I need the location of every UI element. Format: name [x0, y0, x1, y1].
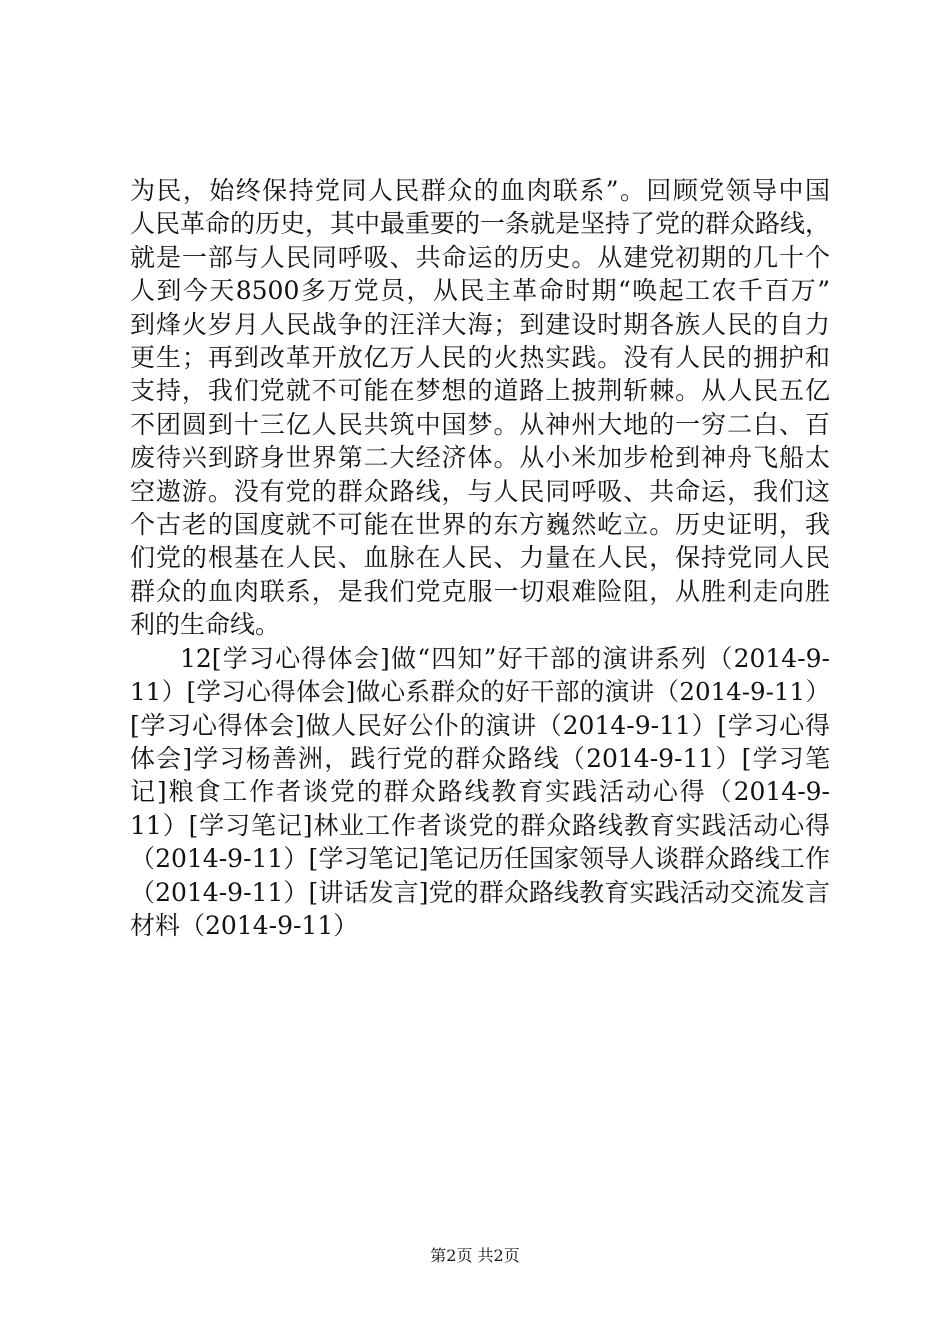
text-line: 空遨游。没有党的群众路线，与人民同呼吸、共命运，我们这 — [130, 476, 830, 506]
paragraph-related-links — [130, 642, 830, 943]
text-line: 个古老的国度就不可能在世界的东方巍然屹立。历史证明，我 — [130, 510, 830, 540]
text-line: 记]粮食工作者谈党的群众路线教育实践活动心得（2014-9- — [130, 777, 830, 807]
text-line: 体会]学习杨善洲，践行党的群众路线（2014-9-11）[学习笔 — [130, 743, 830, 773]
text-line: 11）[学习心得体会]做心系群众的好干部的演讲（2014-9-11） — [130, 677, 830, 707]
text-line: 到烽火岁月人民战争的汪洋大海；到建设时期各族人民的自力 — [130, 309, 830, 339]
text-line: 支持，我们党就不可能在梦想的道路上披荆斩棘。从人民五亿 — [130, 376, 830, 406]
body-text — [130, 174, 830, 942]
text-line: [学习心得体会]做人民好公仆的演讲（2014-9-11）[学习心得 — [130, 710, 830, 740]
text-line: 就是一部与人民同呼吸、共命运的历史。从建党初期的几十个 — [130, 242, 830, 272]
text-line: 群众的血肉联系，是我们党克服一切艰难险阻，从胜利走向胜 — [130, 576, 830, 606]
text-line: （2014-9-11）[讲话发言]党的群众路线教育实践活动交流发言 — [130, 877, 830, 907]
text-line: 更生；再到改革开放亿万人民的火热实践。没有人民的拥护和 — [130, 343, 830, 373]
text-line: 11）[学习笔记]林业工作者谈党的群众路线教育实践活动心得 — [130, 810, 830, 840]
text-line: （2014-9-11）[学习笔记]笔记历任国家领导人谈群众路线工作 — [130, 844, 830, 874]
text-line: 人民革命的历史，其中最重要的一条就是坚持了党的群众路线， — [130, 209, 831, 239]
text-line: 废待兴到跻身世界第二大经济体。从小米加步枪到神舟飞船太 — [130, 443, 830, 473]
text-line: 12[学习心得体会]做“四知”好干部的演讲系列（2014-9- — [180, 643, 830, 673]
text-line: 们党的根基在人民、血脉在人民、力量在人民，保持党同人民 — [130, 543, 830, 573]
text-line: 不团圆到十三亿人民共筑中国梦。从神州大地的一穷二白、百 — [130, 409, 830, 439]
text-line: 材料（2014-9-11） — [130, 910, 359, 940]
text-line: 为民，始终保持党同人民群众的血肉联系”。回顾党领导中国 — [130, 176, 830, 205]
text-line: 人到今天8500多万党员，从民主革命时期“唤起工农千百万” — [130, 276, 830, 306]
text-line: 利的生命线。 — [130, 610, 281, 640]
page-number-footer: 第2页 共2页 — [430, 1246, 520, 1265]
paragraph-history — [130, 174, 830, 642]
